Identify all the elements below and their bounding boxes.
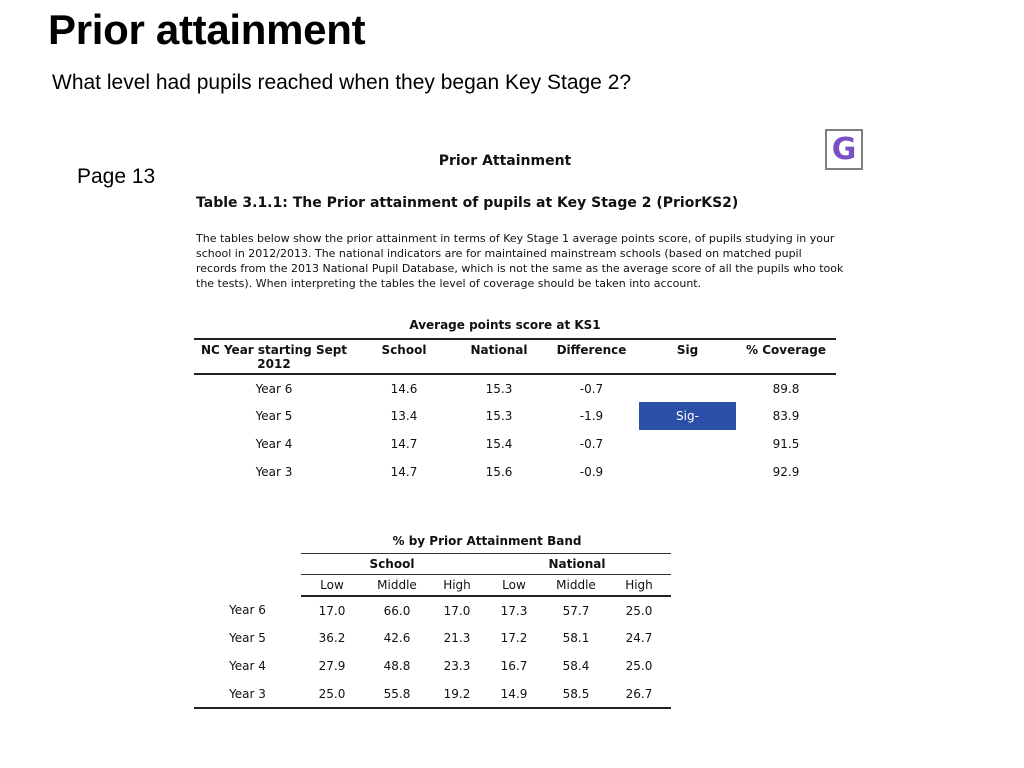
column-header: Difference xyxy=(556,343,627,357)
table-cell: 55.8 xyxy=(363,680,431,708)
table-cell: 25.0 xyxy=(625,603,653,618)
table-cell: 24.7 xyxy=(625,631,653,645)
table-cell: 58.1 xyxy=(562,631,590,645)
table-cell: 66.0 xyxy=(383,603,411,618)
table-cell: -0.9 xyxy=(579,465,604,479)
table-cell: Year 5 xyxy=(255,409,293,423)
table-row xyxy=(194,430,836,458)
table-row xyxy=(194,374,836,402)
table-cell: 16.7 xyxy=(500,659,528,673)
table-cell: 14.9 xyxy=(483,680,545,708)
table-cell: 91.5 xyxy=(772,437,800,451)
table-cell: 57.7 xyxy=(562,603,590,618)
doc-heading: Prior Attainment xyxy=(438,153,572,169)
ks1-points-table xyxy=(194,338,836,486)
table-cell xyxy=(639,430,736,458)
table-row xyxy=(194,402,836,430)
g-badge-letter: G xyxy=(831,132,857,167)
column-header: NC Year starting Sept 2012 xyxy=(200,343,348,371)
intro-paragraph: The tables below show the prior attainment in terms of Key Stage 1 average points score, of pupils studying in your school in 2012/2013. The national indicators are for maintained mainstream schools (based on matched pupil records from the 2013 National Pupil Database, which is not the same as the average score of all the pupils who took the tests). When interpreting the tables the level of coverage should be taken into account. xyxy=(196,232,844,290)
column-header: School xyxy=(381,343,427,357)
table-row xyxy=(194,458,836,486)
table-cell: 15.6 xyxy=(485,465,513,479)
slide-subtitle: What level had pupils reached when they began Key Stage 2? xyxy=(52,71,632,94)
table-cell: 17.3 xyxy=(500,603,528,618)
table-cell xyxy=(639,374,736,402)
column-header: Sig xyxy=(676,343,699,357)
table-cell: 17.2 xyxy=(500,631,528,645)
table-cell: Year 6 xyxy=(255,381,293,396)
table-cell: 83.9 xyxy=(772,409,800,423)
table-caption: Table 3.1.1: The Prior attainment of pupils at Key Stage 2 (PriorKS2) xyxy=(196,195,739,211)
table-cell: 25.0 xyxy=(301,680,363,708)
table-row xyxy=(194,596,671,624)
column-header: Low xyxy=(483,575,545,597)
table-cell: 17.0 xyxy=(318,603,346,618)
table-cell: 36.2 xyxy=(318,631,346,645)
table-header-row xyxy=(194,339,836,374)
table-cell: 89.8 xyxy=(772,381,800,396)
table-cell: Year 4 xyxy=(229,659,266,673)
table-cell xyxy=(639,458,736,486)
table2-title: % by Prior Attainment Band xyxy=(392,534,582,548)
table-cell: Year 6 xyxy=(229,603,266,617)
table-cell: 14.6 xyxy=(390,381,418,396)
blank-cell xyxy=(194,575,301,597)
blank-cell xyxy=(194,554,301,575)
column-header: High xyxy=(431,575,483,597)
table-cell: 15.3 xyxy=(485,381,513,396)
group-header-national: National xyxy=(483,554,671,575)
table-row xyxy=(194,652,671,680)
column-header: Middle xyxy=(545,575,607,597)
table-cell: 15.3 xyxy=(485,409,513,423)
column-header: National xyxy=(470,343,528,357)
table-cell: 27.9 xyxy=(318,659,346,673)
table-cell: Year 3 xyxy=(255,465,293,479)
table-cell: 23.3 xyxy=(443,659,471,673)
table-cell: Year 5 xyxy=(229,631,266,645)
column-header: Middle xyxy=(363,575,431,597)
table-cell: 58.5 xyxy=(545,680,607,708)
table-cell: -0.7 xyxy=(579,437,604,451)
table-row xyxy=(194,680,671,708)
group-header-school: School xyxy=(301,554,483,575)
table-cell: 21.3 xyxy=(443,631,471,645)
table-cell: 17.0 xyxy=(443,603,471,618)
table-row xyxy=(194,624,671,652)
table-cell: 14.7 xyxy=(390,465,418,479)
sig-badge: Sig- xyxy=(639,402,736,430)
table-cell: 58.4 xyxy=(562,659,590,673)
table-cell: 42.6 xyxy=(383,631,411,645)
table-cell: 48.8 xyxy=(383,659,411,673)
table-cell: -1.9 xyxy=(579,409,604,423)
table-cell: 92.9 xyxy=(772,465,800,479)
table-cell: 14.7 xyxy=(390,437,418,451)
table-cell: 26.7 xyxy=(607,680,671,708)
page-reference: Page 13 xyxy=(77,165,156,188)
table1-title: Average points score at KS1 xyxy=(409,318,601,332)
table-cell: 13.4 xyxy=(390,409,418,423)
attainment-band-table xyxy=(194,553,671,709)
slide-title: Prior attainment xyxy=(48,6,366,53)
table-cell: Year 4 xyxy=(255,437,293,451)
column-header: High xyxy=(607,575,671,597)
table-cell: 19.2 xyxy=(431,680,483,708)
column-header: % Coverage xyxy=(746,343,826,357)
table-cell: 25.0 xyxy=(625,659,653,673)
g-badge-icon xyxy=(825,129,863,170)
column-header: Low xyxy=(301,575,363,597)
table-cell: 15.4 xyxy=(485,437,513,451)
table-cell: Year 3 xyxy=(194,680,301,708)
table-cell: -0.7 xyxy=(579,381,604,396)
